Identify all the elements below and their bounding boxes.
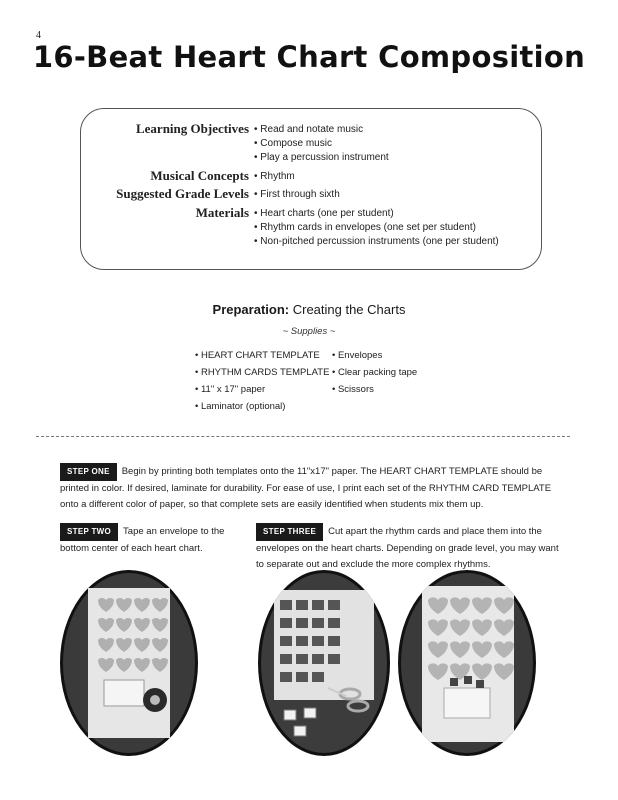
supply-item: • Scissors bbox=[332, 384, 374, 395]
objective-item: • Compose music bbox=[254, 138, 332, 149]
grade-levels-label: Suggested Grade Levels bbox=[116, 186, 249, 201]
page-title: 16-Beat Heart Chart Composition bbox=[32, 40, 586, 74]
materials-label: Materials bbox=[195, 205, 249, 220]
supplies-label: ~ Supplies ~ bbox=[282, 326, 336, 337]
step-one-tag: STEP ONE bbox=[60, 463, 117, 481]
material-item: • Rhythm cards in envelopes (one set per student) bbox=[254, 222, 476, 233]
step-two-text: Tape an envelope to the bottom center of each heart chart. bbox=[60, 526, 225, 554]
page-number: 4 bbox=[36, 30, 41, 41]
supply-item: • Clear packing tape bbox=[332, 367, 418, 378]
supply-item: • 11" x 17" paper bbox=[195, 384, 266, 395]
photo-rhythm-cards-and-scissors bbox=[258, 570, 390, 756]
supply-item: • RHYTHM CARDS TEMPLATE bbox=[195, 367, 330, 378]
supply-item: • Envelopes bbox=[332, 350, 383, 361]
objective-item: • Read and notate music bbox=[254, 124, 364, 135]
step-three-tag: STEP THREE bbox=[256, 523, 323, 541]
preparation-heading-bold: Preparation: bbox=[212, 302, 290, 317]
grade-level-item: • First through sixth bbox=[254, 189, 340, 200]
step-three bbox=[256, 523, 566, 573]
objectives-box bbox=[80, 108, 542, 270]
material-item: • Non-pitched percussion instruments (one per student) bbox=[254, 236, 499, 247]
photo-illustration bbox=[258, 570, 390, 756]
preparation-heading bbox=[0, 302, 618, 317]
step-two bbox=[60, 523, 238, 557]
photo-heart-chart-with-envelope bbox=[60, 570, 198, 756]
supply-item: • HEART CHART TEMPLATE bbox=[195, 350, 320, 361]
learning-objectives-label: Learning Objectives bbox=[135, 121, 249, 136]
step-two-tag: STEP TWO bbox=[60, 523, 118, 541]
preparation-heading-rest: Creating the Charts bbox=[289, 302, 406, 317]
section-divider bbox=[36, 436, 570, 437]
musical-concepts-label: Musical Concepts bbox=[150, 168, 249, 183]
supply-item: • Laminator (optional) bbox=[195, 401, 286, 412]
photo-illustration bbox=[398, 570, 536, 756]
step-one-text: Begin by printing both templates onto the 11"x17" paper. The HEART CHART TEMPLATE should be printed in color. If desired, laminate for durability. For ease of use, I print each set of the RHYTHM CARD TEMPLATE onto a different color of paper, so that complete sets are easily identified when students mix them up. bbox=[60, 466, 552, 510]
photo-finished-heart-chart bbox=[398, 570, 536, 756]
step-one bbox=[60, 463, 565, 513]
musical-concept-item: • Rhythm bbox=[254, 171, 295, 182]
material-item: • Heart charts (one per student) bbox=[254, 208, 394, 219]
step-three-text: Cut apart the rhythm cards and place them into the envelopes on the heart charts. Depending on grade level, you may want to separate out and exclude the more complex rhythms. bbox=[256, 526, 559, 570]
objective-item: • Play a percussion instrument bbox=[254, 152, 389, 163]
photo-illustration bbox=[60, 570, 198, 756]
